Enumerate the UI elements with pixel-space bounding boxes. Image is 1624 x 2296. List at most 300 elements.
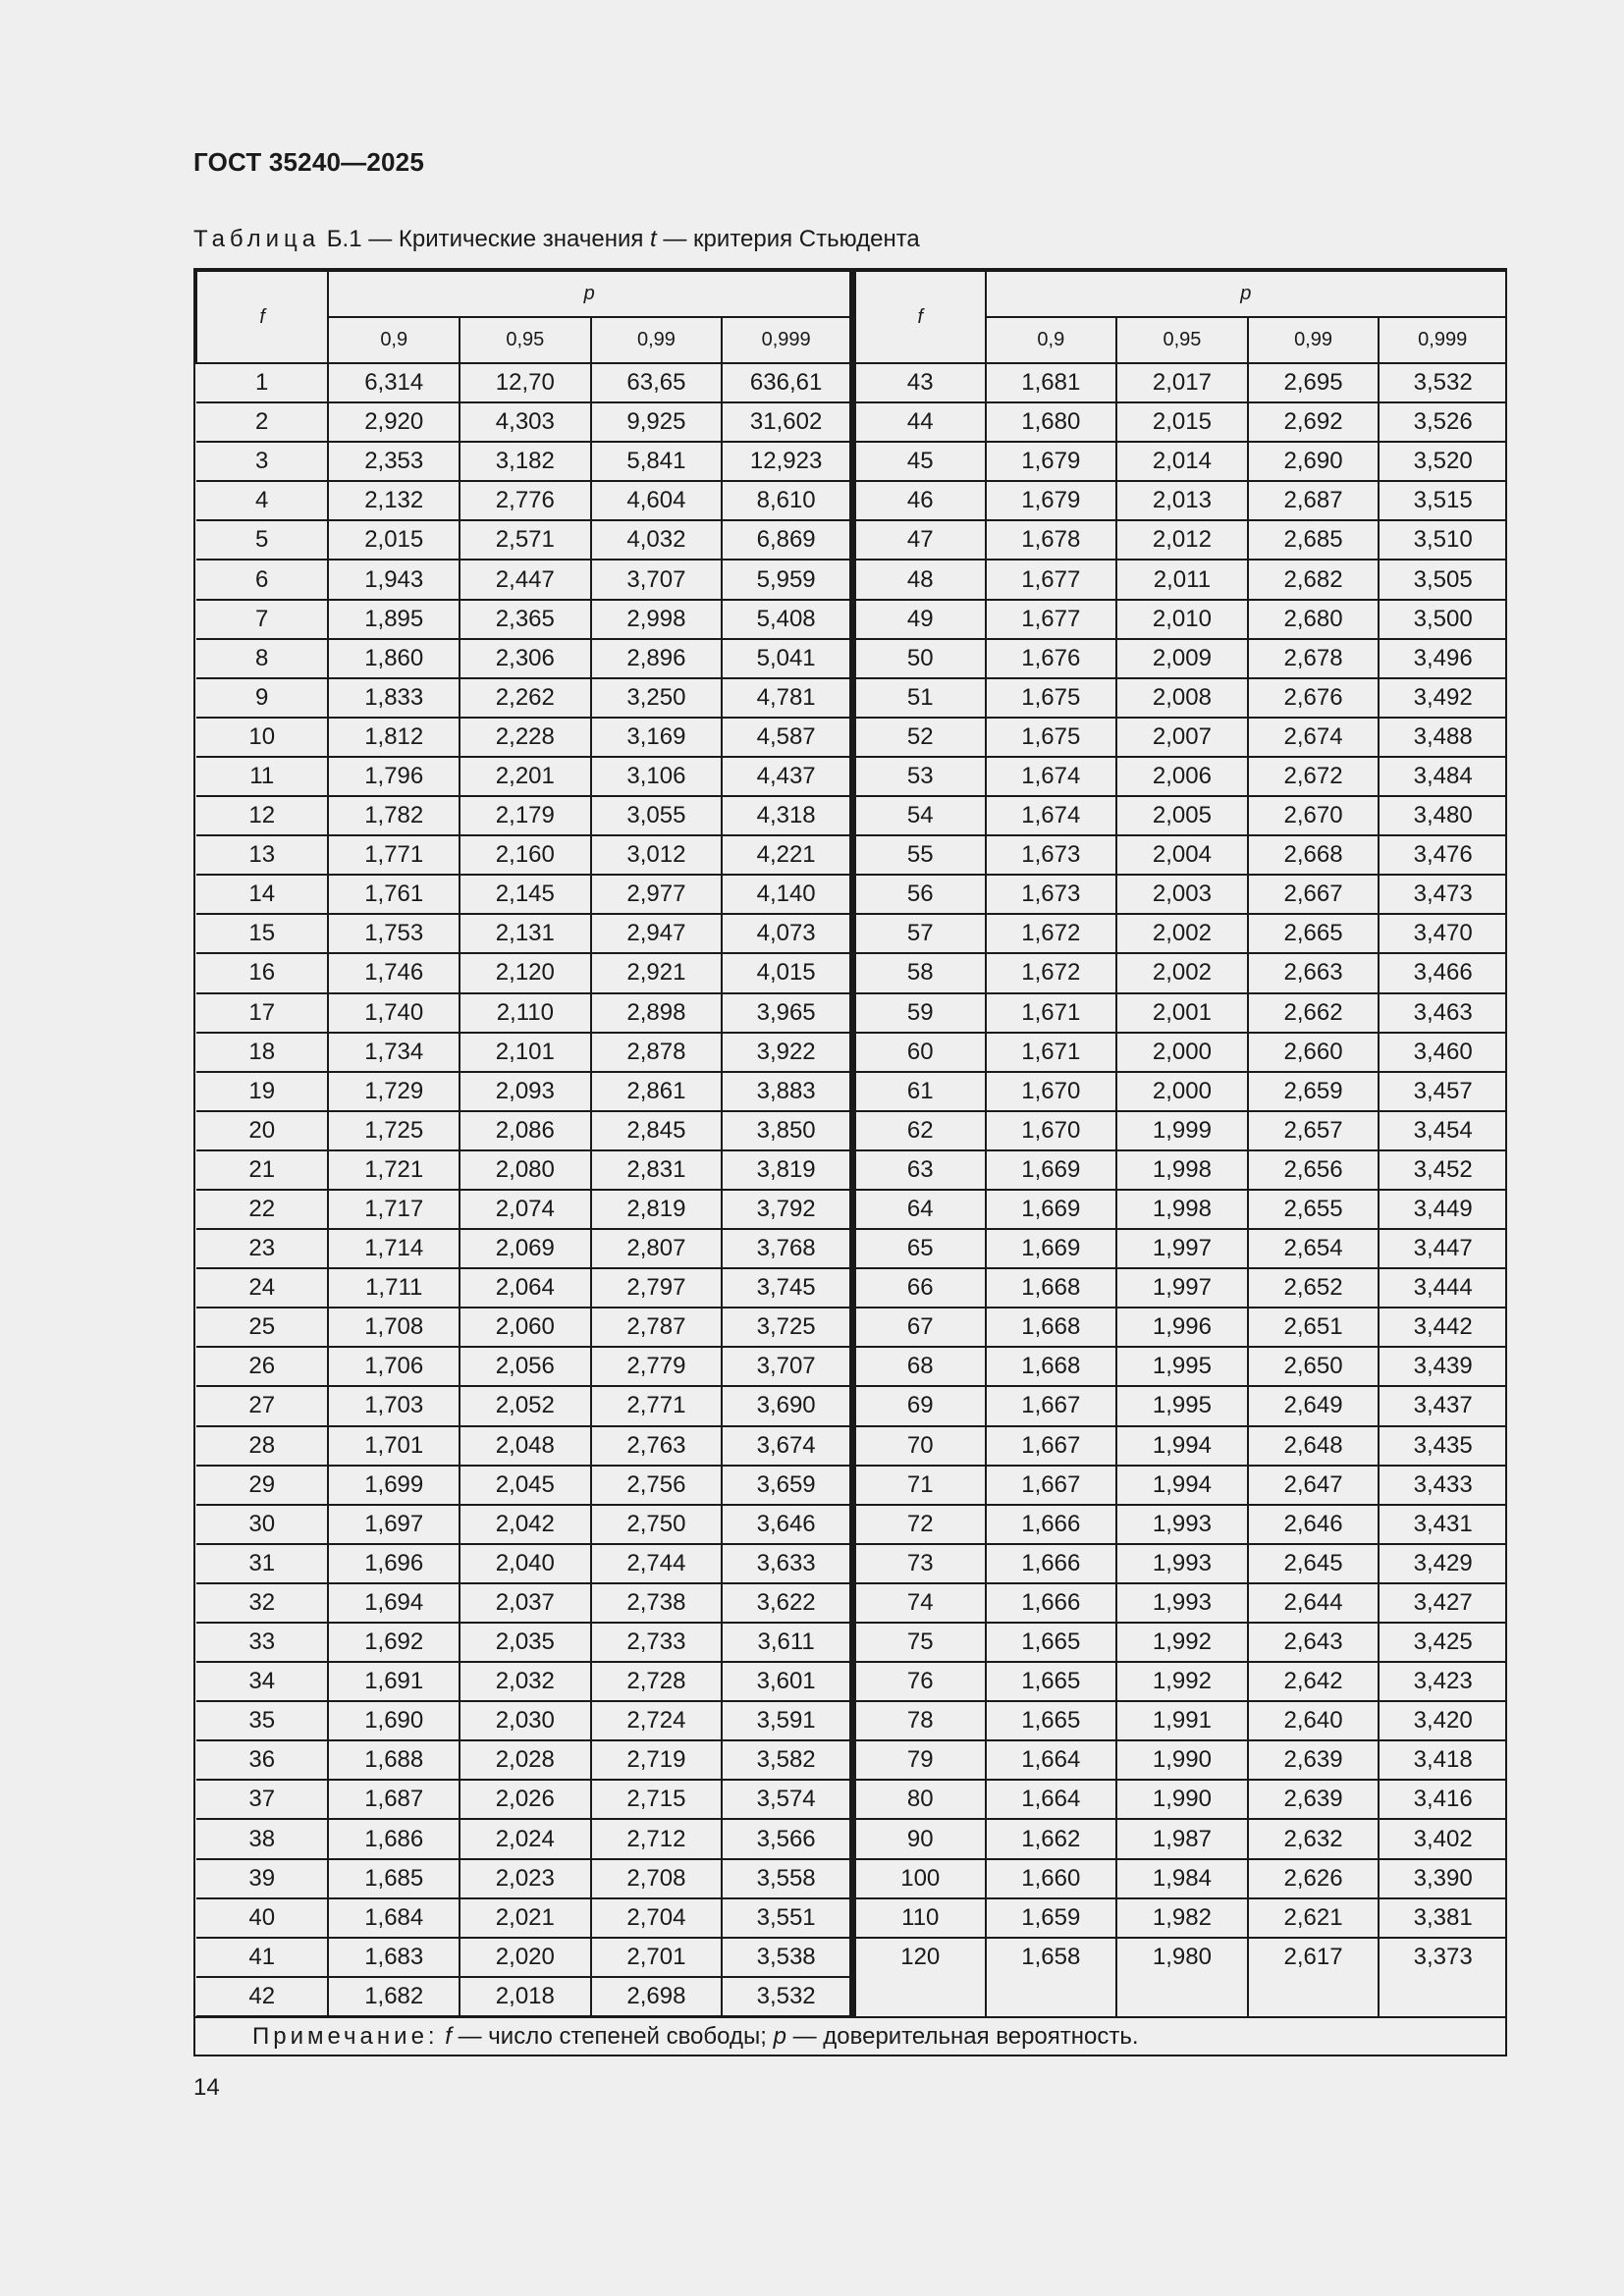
cell-value: 1,659 — [986, 1898, 1117, 1938]
table-row — [196, 914, 850, 953]
cell-value: 2,639 — [1248, 1780, 1380, 1819]
cell-value: 2,708 — [591, 1859, 723, 1898]
cell-value: 2,678 — [1248, 639, 1380, 678]
cell-value: 2,030 — [460, 1701, 591, 1740]
header-p-value: 0,9 — [986, 317, 1117, 363]
cell-value: 1,992 — [1116, 1662, 1248, 1701]
cell-value: 2,035 — [460, 1623, 591, 1662]
table-row — [855, 1505, 1506, 1544]
cell-f: 33 — [196, 1623, 328, 1662]
cell-f: 90 — [855, 1819, 986, 1858]
cell-value: 1,671 — [986, 1033, 1117, 1072]
header-p-value: 0,999 — [1379, 317, 1506, 363]
cell-value: 2,724 — [591, 1701, 723, 1740]
cell-value: 2,145 — [460, 875, 591, 914]
cell-value: 2,000 — [1116, 1033, 1248, 1072]
cell-value: 1,671 — [986, 993, 1117, 1033]
cell-value: 2,365 — [460, 600, 591, 639]
cell-f: 76 — [855, 1662, 986, 1701]
cell-value: 2,667 — [1248, 875, 1380, 914]
cell-value: 1,677 — [986, 560, 1117, 599]
cell-value: 1,714 — [328, 1229, 460, 1268]
table-row — [855, 1268, 1506, 1308]
table-row — [196, 560, 850, 599]
cell-value: 2,201 — [460, 757, 591, 796]
cell-f: 9 — [196, 678, 328, 718]
cell-value: 2,023 — [460, 1859, 591, 1898]
table-row — [196, 718, 850, 757]
cell-value: 2,014 — [1116, 442, 1248, 481]
table-row — [196, 481, 850, 520]
table-row — [855, 1308, 1506, 1347]
cell-value: 6,314 — [328, 363, 460, 402]
cell-f: 45 — [855, 442, 986, 481]
cell-value: 3,538 — [722, 1938, 850, 1977]
cell-value: 2,228 — [460, 718, 591, 757]
cell-value: 4,437 — [722, 757, 850, 796]
cell-value: 3,819 — [722, 1150, 850, 1190]
cell-value: 4,140 — [722, 875, 850, 914]
header-p: p — [986, 271, 1506, 317]
cell-value: 1,691 — [328, 1662, 460, 1701]
cell-value: 1,782 — [328, 796, 460, 835]
cell-f: 6 — [196, 560, 328, 599]
cell-value: 4,032 — [591, 520, 723, 560]
cell-f: 36 — [196, 1740, 328, 1780]
cell-value: 1,684 — [328, 1898, 460, 1938]
cell-value: 3,492 — [1379, 678, 1506, 718]
cell-value: 1,998 — [1116, 1190, 1248, 1229]
cell-blank — [1248, 1977, 1380, 2016]
header-p-value: 0,9 — [328, 317, 460, 363]
table-row — [855, 1701, 1506, 1740]
cell-value: 3,850 — [722, 1111, 850, 1150]
cell-value: 2,646 — [1248, 1505, 1380, 1544]
table-left — [195, 270, 851, 2017]
cell-value: 2,045 — [460, 1466, 591, 1505]
cell-value: 1,984 — [1116, 1859, 1248, 1898]
cell-f: 22 — [196, 1190, 328, 1229]
note-prefix: Примечание: — [252, 2023, 439, 2050]
cell-f: 34 — [196, 1662, 328, 1701]
cell-value: 636,61 — [722, 363, 850, 402]
cell-f: 3 — [196, 442, 328, 481]
cell-f: 2 — [196, 402, 328, 442]
table-row — [196, 363, 850, 402]
cell-f: 19 — [196, 1072, 328, 1111]
cell-value: 2,807 — [591, 1229, 723, 1268]
cell-value: 3,106 — [591, 757, 723, 796]
cell-value: 1,669 — [986, 1190, 1117, 1229]
table-row — [855, 914, 1506, 953]
cell-f: 8 — [196, 639, 328, 678]
cell-value: 1,982 — [1116, 1898, 1248, 1938]
cell-f: 80 — [855, 1780, 986, 1819]
cell-value: 4,015 — [722, 953, 850, 992]
cell-value: 4,587 — [722, 718, 850, 757]
cell-value: 3,690 — [722, 1386, 850, 1425]
table-row — [196, 678, 850, 718]
cell-value: 2,650 — [1248, 1347, 1380, 1386]
table-row — [196, 875, 850, 914]
table-row — [855, 1033, 1506, 1072]
cell-value: 3,423 — [1379, 1662, 1506, 1701]
cell-value: 1,666 — [986, 1544, 1117, 1583]
table-row — [196, 1347, 850, 1386]
cell-value: 2,056 — [460, 1347, 591, 1386]
cell-value: 2,728 — [591, 1662, 723, 1701]
cell-value: 1,997 — [1116, 1268, 1248, 1308]
cell-value: 1,996 — [1116, 1308, 1248, 1347]
cell-f: 40 — [196, 1898, 328, 1938]
cell-value: 3,574 — [722, 1780, 850, 1819]
cell-value: 2,009 — [1116, 639, 1248, 678]
cell-f: 41 — [196, 1938, 328, 1977]
cell-value: 1,987 — [1116, 1819, 1248, 1858]
cell-value: 3,169 — [591, 718, 723, 757]
cell-value: 2,690 — [1248, 442, 1380, 481]
cell-value: 1,685 — [328, 1859, 460, 1898]
header-p-value: 0,999 — [722, 317, 850, 363]
table-row — [196, 1701, 850, 1740]
table-row — [196, 1466, 850, 1505]
cell-f: 38 — [196, 1819, 328, 1858]
cell-value: 12,70 — [460, 363, 591, 402]
cell-value: 3,883 — [722, 1072, 850, 1111]
cell-value: 2,668 — [1248, 835, 1380, 875]
cell-value: 1,729 — [328, 1072, 460, 1111]
cell-value: 3,433 — [1379, 1466, 1506, 1505]
table-row — [196, 1819, 850, 1858]
cell-value: 3,390 — [1379, 1859, 1506, 1898]
table-note — [195, 2016, 1505, 2055]
cell-f: 52 — [855, 718, 986, 757]
cell-value: 3,460 — [1379, 1033, 1506, 1072]
cell-value: 1,697 — [328, 1505, 460, 1544]
table-row — [855, 835, 1506, 875]
cell-value: 1,668 — [986, 1347, 1117, 1386]
cell-value: 1,666 — [986, 1505, 1117, 1544]
cell-value: 2,179 — [460, 796, 591, 835]
cell-value: 4,073 — [722, 914, 850, 953]
table-row — [196, 442, 850, 481]
cell-f: 21 — [196, 1150, 328, 1190]
cell-value: 2,738 — [591, 1583, 723, 1623]
cell-value: 3,427 — [1379, 1583, 1506, 1623]
cell-f: 110 — [855, 1898, 986, 1938]
cell-f: 29 — [196, 1466, 328, 1505]
cell-f: 17 — [196, 993, 328, 1033]
cell-value: 1,995 — [1116, 1386, 1248, 1425]
cell-value: 3,373 — [1379, 1938, 1506, 1977]
cell-f: 63 — [855, 1150, 986, 1190]
table-row — [196, 639, 850, 678]
table-row — [196, 796, 850, 835]
cell-f: 59 — [855, 993, 986, 1033]
table-row — [855, 757, 1506, 796]
cell-value: 3,250 — [591, 678, 723, 718]
cell-value: 2,687 — [1248, 481, 1380, 520]
cell-value: 1,895 — [328, 600, 460, 639]
cell-value: 1,980 — [1116, 1938, 1248, 1977]
cell-value: 2,701 — [591, 1938, 723, 1977]
cell-value: 2,655 — [1248, 1190, 1380, 1229]
table-row — [196, 1072, 850, 1111]
cell-value: 3,532 — [722, 1977, 850, 2016]
cell-value: 2,040 — [460, 1544, 591, 1583]
table-row — [196, 1426, 850, 1466]
cell-f: 71 — [855, 1466, 986, 1505]
table-row — [196, 1780, 850, 1819]
cell-value: 3,505 — [1379, 560, 1506, 599]
table-row — [196, 1977, 850, 2016]
cell-value: 2,000 — [1116, 1072, 1248, 1111]
cell-f: 47 — [855, 520, 986, 560]
cell-value: 3,435 — [1379, 1426, 1506, 1466]
cell-f: 27 — [196, 1386, 328, 1425]
cell-value: 1,669 — [986, 1229, 1117, 1268]
cell-f: 18 — [196, 1033, 328, 1072]
cell-value: 2,011 — [1116, 560, 1248, 599]
cell-f: 20 — [196, 1111, 328, 1150]
cell-f: 50 — [855, 639, 986, 678]
cell-value: 6,869 — [722, 520, 850, 560]
cell-f: 37 — [196, 1780, 328, 1819]
cell-value: 1,675 — [986, 718, 1117, 757]
cell-f: 23 — [196, 1229, 328, 1268]
cell-value: 1,668 — [986, 1268, 1117, 1308]
cell-value: 1,662 — [986, 1819, 1117, 1858]
cell-value: 1,994 — [1116, 1466, 1248, 1505]
cell-value: 2,644 — [1248, 1583, 1380, 1623]
cell-value: 2,698 — [591, 1977, 723, 2016]
header-f: f — [855, 271, 986, 363]
cell-value: 1,658 — [986, 1938, 1117, 1977]
cell-value: 5,959 — [722, 560, 850, 599]
cell-value: 1,664 — [986, 1740, 1117, 1780]
table-row — [196, 1938, 850, 1977]
cell-value: 1,740 — [328, 993, 460, 1033]
cell-value: 1,669 — [986, 1150, 1117, 1190]
cell-value: 1,668 — [986, 1308, 1117, 1347]
cell-value: 3,551 — [722, 1898, 850, 1938]
cell-value: 3,510 — [1379, 520, 1506, 560]
cell-f: 54 — [855, 796, 986, 835]
cell-value: 3,922 — [722, 1033, 850, 1072]
table-row — [855, 1819, 1506, 1858]
cell-value: 2,771 — [591, 1386, 723, 1425]
cell-f: 72 — [855, 1505, 986, 1544]
cell-value: 2,006 — [1116, 757, 1248, 796]
cell-value: 1,706 — [328, 1347, 460, 1386]
note-p: p — [773, 2023, 786, 2050]
cell-value: 3,442 — [1379, 1308, 1506, 1347]
table-row — [855, 1229, 1506, 1268]
cell-value: 2,643 — [1248, 1623, 1380, 1662]
header-p-value: 0,95 — [460, 317, 591, 363]
cell-value: 1,688 — [328, 1740, 460, 1780]
table-row — [196, 1150, 850, 1190]
cell-value: 2,645 — [1248, 1544, 1380, 1583]
cell-value: 2,110 — [460, 993, 591, 1033]
cell-f: 58 — [855, 953, 986, 992]
header-p-value: 0,99 — [591, 317, 723, 363]
cell-value: 3,447 — [1379, 1229, 1506, 1268]
cell-value: 3,582 — [722, 1740, 850, 1780]
cell-value: 2,680 — [1248, 600, 1380, 639]
table-right — [854, 270, 1507, 2016]
cell-f: 69 — [855, 1386, 986, 1425]
cell-f: 74 — [855, 1583, 986, 1623]
cell-value: 2,648 — [1248, 1426, 1380, 1466]
cell-value: 4,318 — [722, 796, 850, 835]
cell-blank — [855, 1977, 986, 2016]
cell-value: 3,659 — [722, 1466, 850, 1505]
cell-value: 1,692 — [328, 1623, 460, 1662]
cell-value: 2,010 — [1116, 600, 1248, 639]
student-t-table — [193, 268, 1507, 2056]
cell-value: 1,696 — [328, 1544, 460, 1583]
cell-value: 3,566 — [722, 1819, 850, 1858]
cell-value: 2,998 — [591, 600, 723, 639]
cell-value: 2,024 — [460, 1819, 591, 1858]
table-row — [855, 1859, 1506, 1898]
cell-value: 1,717 — [328, 1190, 460, 1229]
table-row — [196, 402, 850, 442]
cell-value: 2,819 — [591, 1190, 723, 1229]
table-row — [196, 1583, 850, 1623]
cell-value: 2,632 — [1248, 1819, 1380, 1858]
cell-value: 31,602 — [722, 402, 850, 442]
table-row — [196, 1033, 850, 1072]
cell-value: 3,425 — [1379, 1623, 1506, 1662]
cell-value: 2,015 — [1116, 402, 1248, 442]
table-row — [855, 402, 1506, 442]
cell-value: 3,402 — [1379, 1819, 1506, 1858]
cell-value: 2,028 — [460, 1740, 591, 1780]
cell-value: 1,660 — [986, 1859, 1117, 1898]
cell-value: 2,682 — [1248, 560, 1380, 599]
cell-f: 16 — [196, 953, 328, 992]
cell-f: 11 — [196, 757, 328, 796]
cell-value: 1,995 — [1116, 1347, 1248, 1386]
cell-value: 63,65 — [591, 363, 723, 402]
table-row — [855, 1466, 1506, 1505]
cell-f: 55 — [855, 835, 986, 875]
cell-value: 1,672 — [986, 914, 1117, 953]
cell-f: 43 — [855, 363, 986, 402]
cell-value: 2,670 — [1248, 796, 1380, 835]
cell-value: 2,921 — [591, 953, 723, 992]
note-end: — доверительная вероятность. — [792, 2023, 1139, 2050]
cell-value: 2,685 — [1248, 520, 1380, 560]
cell-f: 44 — [855, 402, 986, 442]
cell-value: 3,725 — [722, 1308, 850, 1347]
cell-value: 1,761 — [328, 875, 460, 914]
cell-value: 12,923 — [722, 442, 850, 481]
cell-f: 120 — [855, 1938, 986, 1977]
cell-value: 2,763 — [591, 1426, 723, 1466]
table-row — [855, 639, 1506, 678]
cell-f: 53 — [855, 757, 986, 796]
cell-f: 13 — [196, 835, 328, 875]
cell-value: 2,656 — [1248, 1150, 1380, 1190]
table-row — [196, 1859, 850, 1898]
table-row — [855, 481, 1506, 520]
cell-value: 3,182 — [460, 442, 591, 481]
cell-value: 2,642 — [1248, 1662, 1380, 1701]
table-row — [196, 1505, 850, 1544]
cell-value: 2,750 — [591, 1505, 723, 1544]
table-row — [196, 600, 850, 639]
table-row — [855, 560, 1506, 599]
cell-f: 28 — [196, 1426, 328, 1466]
cell-value: 2,695 — [1248, 363, 1380, 402]
cell-f: 66 — [855, 1268, 986, 1308]
table-row — [196, 1268, 850, 1308]
cell-blank — [1116, 1977, 1248, 2016]
table-row — [855, 600, 1506, 639]
cell-value: 3,473 — [1379, 875, 1506, 914]
cell-f: 46 — [855, 481, 986, 520]
cell-value: 2,131 — [460, 914, 591, 953]
cell-value: 3,012 — [591, 835, 723, 875]
cell-value: 3,646 — [722, 1505, 850, 1544]
cell-value: 2,013 — [1116, 481, 1248, 520]
cell-value: 3,515 — [1379, 481, 1506, 520]
cell-value: 1,674 — [986, 757, 1117, 796]
cell-f: 68 — [855, 1347, 986, 1386]
cell-value: 1,678 — [986, 520, 1117, 560]
table-row — [855, 1780, 1506, 1819]
cell-value: 1,675 — [986, 678, 1117, 718]
cell-value: 2,676 — [1248, 678, 1380, 718]
cell-value: 2,032 — [460, 1662, 591, 1701]
cell-value: 2,002 — [1116, 914, 1248, 953]
cell-value: 3,520 — [1379, 442, 1506, 481]
cell-value: 2,069 — [460, 1229, 591, 1268]
cell-value: 2,744 — [591, 1544, 723, 1583]
cell-value: 3,611 — [722, 1623, 850, 1662]
cell-value: 2,015 — [328, 520, 460, 560]
cell-value: 1,666 — [986, 1583, 1117, 1623]
cell-f: 12 — [196, 796, 328, 835]
header-p-value: 0,95 — [1116, 317, 1248, 363]
table-row — [196, 1386, 850, 1425]
cell-value: 3,437 — [1379, 1386, 1506, 1425]
cell-value: 1,699 — [328, 1466, 460, 1505]
cell-value: 1,677 — [986, 600, 1117, 639]
cell-value: 1,991 — [1116, 1701, 1248, 1740]
cell-value: 2,007 — [1116, 718, 1248, 757]
table-row — [855, 953, 1506, 992]
cell-value: 2,660 — [1248, 1033, 1380, 1072]
cell-value: 2,003 — [1116, 875, 1248, 914]
cell-value: 2,064 — [460, 1268, 591, 1308]
table-row — [855, 1623, 1506, 1662]
table-row — [855, 442, 1506, 481]
table-row — [855, 1740, 1506, 1780]
cell-blank — [1379, 1977, 1506, 2016]
cell-value: 4,221 — [722, 835, 850, 875]
cell-value: 1,796 — [328, 757, 460, 796]
table-right-half — [854, 270, 1507, 2016]
cell-value: 4,781 — [722, 678, 850, 718]
cell-value: 2,659 — [1248, 1072, 1380, 1111]
table-row — [196, 953, 850, 992]
cell-value: 1,746 — [328, 953, 460, 992]
table-row — [196, 993, 850, 1033]
